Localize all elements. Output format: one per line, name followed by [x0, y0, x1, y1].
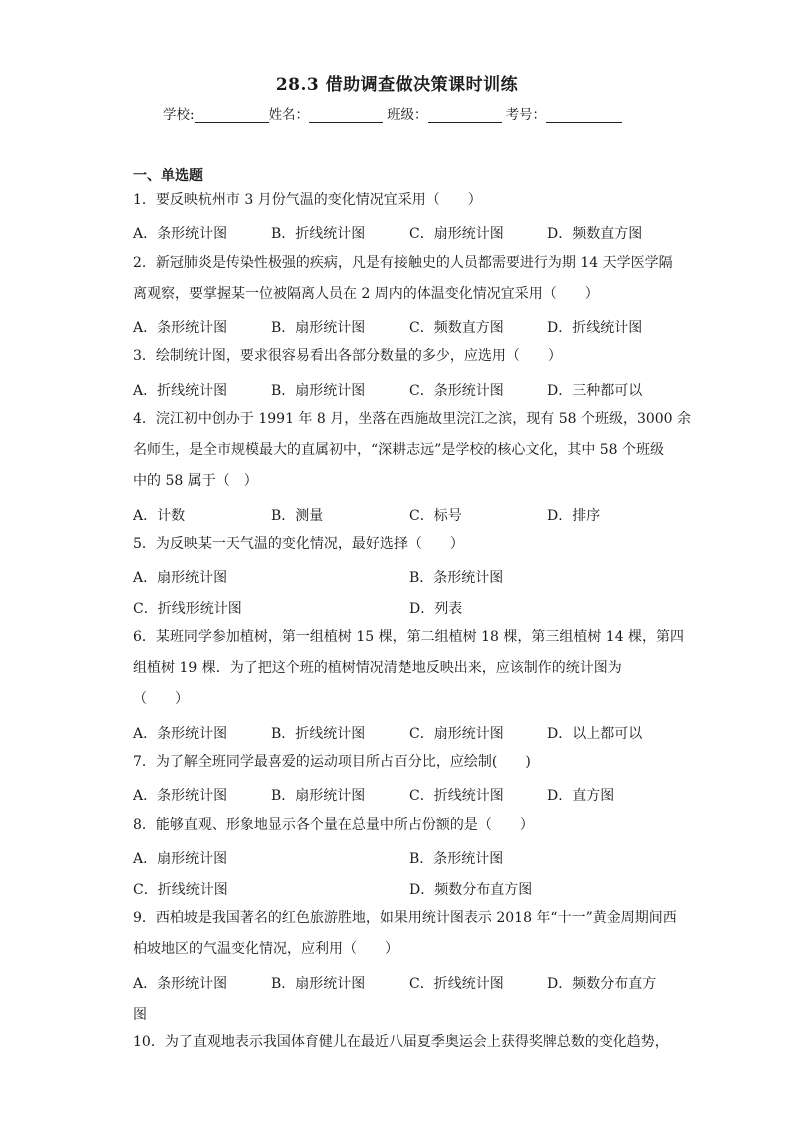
class-label: 班级：	[387, 107, 428, 123]
option-d[interactable]: D．直方图	[547, 788, 615, 804]
option-b[interactable]: B．扇形统计图	[271, 788, 366, 804]
question-6	[133, 622, 685, 715]
question-10	[133, 1027, 673, 1058]
option-d[interactable]: D．三种都可以	[547, 383, 643, 399]
exam-number-field[interactable]	[546, 108, 622, 123]
option-a[interactable]: A．计数	[133, 508, 186, 524]
option-b[interactable]: B．测量	[271, 508, 324, 524]
option-c[interactable]: C．折线统计图	[133, 882, 228, 898]
option-b[interactable]: B．折线统计图	[271, 226, 366, 242]
option-b[interactable]: B．条形统计图	[409, 851, 504, 867]
question-text: 3．绘制统计图，要求很容易看出各部分数量的多少，应选用（ ）	[133, 348, 562, 364]
option-a[interactable]: A．条形统计图	[133, 226, 228, 242]
option-d-wrap: 图	[133, 1007, 147, 1023]
option-d[interactable]: D．频数直方图	[547, 226, 643, 242]
question-8	[133, 810, 673, 841]
question-9	[133, 903, 677, 965]
option-b[interactable]: B．扇形统计图	[271, 976, 366, 992]
question-text: 6．某班同学参加植树，第一组植树 15 棵，第二组植树 18 棵，第三组植树 14 棵，第四	[133, 629, 685, 645]
name-field[interactable]	[309, 108, 383, 123]
school-field[interactable]	[195, 108, 269, 123]
option-a[interactable]: A．折线统计图	[133, 383, 228, 399]
option-c[interactable]: C．折线统计图	[409, 976, 504, 992]
question-text: 名师生，是全市规模最大的直属初中，“深耕志远”是学校的核心文化，其中 58 个班级	[133, 442, 665, 458]
question-text: 10．为了直观地表示我国体育健儿在最近八届夏季奥运会上获得奖牌总数的变化趋势，	[133, 1034, 669, 1050]
option-a[interactable]: A．扇形统计图	[133, 570, 228, 586]
option-b[interactable]: B．条形统计图	[409, 570, 504, 586]
question-text: 2．新冠肺炎是传染性极强的疾病，凡是有接触史的人员都需要进行为期 14 天学医学隔	[133, 255, 673, 271]
option-a[interactable]: A．条形统计图	[133, 788, 228, 804]
section-title: 一、单选题	[133, 168, 203, 184]
question-text: 离观察，要掌握某一位被隔离人员在 2 周内的体温变化情况宜采用（ ）	[133, 286, 599, 302]
question-text: 7．为了解全班同学最喜爱的运动项目所占百分比，应绘制( )	[133, 754, 531, 770]
option-a[interactable]: A．条形统计图	[133, 726, 228, 742]
question-text: 1．要反映杭州市 3 月份气温的变化情况宜采用（ ）	[133, 192, 482, 208]
exam-number-label: 考号：	[505, 107, 547, 123]
question-text: 4．浣江初中创办于 1991 年 8 月，坐落在西施故里浣江之滨，现有 58 个班级，3000 余	[133, 411, 692, 427]
name-label: 姓名：	[268, 107, 310, 123]
option-a[interactable]: A．条形统计图	[133, 320, 228, 336]
question-4	[133, 404, 692, 497]
question-1	[133, 185, 673, 216]
student-info-line	[163, 103, 683, 123]
option-d[interactable]: D．频数分布直方图	[409, 882, 533, 898]
question-text: 柏坡地区的气温变化情况，应利用（ ）	[133, 941, 399, 957]
option-d[interactable]: D．以上都可以	[547, 726, 643, 742]
question-text: 组植树 19 棵．为了把这个班的植树情况清楚地反映出来，应该制作的统计图为	[133, 660, 622, 676]
option-d[interactable]: D．频数分布直方	[547, 976, 657, 992]
option-b[interactable]: B．折线统计图	[271, 726, 366, 742]
question-3	[133, 341, 673, 372]
class-field[interactable]	[428, 108, 502, 123]
option-c[interactable]: C．扇形统计图	[409, 726, 504, 742]
question-5	[133, 529, 673, 560]
option-b[interactable]: B．扇形统计图	[271, 383, 366, 399]
option-c[interactable]: C．频数直方图	[409, 320, 504, 336]
option-c[interactable]: C．标号	[409, 508, 462, 524]
question-text: 9．西柏坡是我国著名的红色旅游胜地，如果用统计图表示 2018 年“十一”黄金周期间西	[133, 910, 677, 926]
question-text: （ ）	[133, 691, 189, 707]
question-text: 5．为反映某一天气温的变化情况，最好选择（ ）	[133, 536, 464, 552]
page-title: 28.3 借助调查做决策课时训练	[275, 75, 519, 95]
option-c[interactable]: C．折线统计图	[409, 788, 504, 804]
option-d[interactable]: D．列表	[409, 601, 463, 617]
option-c[interactable]: C．折线形统计图	[133, 601, 242, 617]
question-2	[133, 248, 673, 310]
question-text: 中的 58 属于（ ）	[133, 473, 258, 489]
school-label: 学校:	[163, 107, 195, 123]
question-7	[133, 747, 673, 778]
option-c[interactable]: C．条形统计图	[409, 383, 504, 399]
option-c[interactable]: C．扇形统计图	[409, 226, 504, 242]
option-a[interactable]: A．扇形统计图	[133, 851, 228, 867]
option-a[interactable]: A．条形统计图	[133, 976, 228, 992]
option-d[interactable]: D．排序	[547, 508, 601, 524]
option-d[interactable]: D．折线统计图	[547, 320, 643, 336]
question-text: 8．能够直观、形象地显示各个量在总量中所占份额的是（ ）	[133, 817, 534, 833]
option-b[interactable]: B．扇形统计图	[271, 320, 366, 336]
